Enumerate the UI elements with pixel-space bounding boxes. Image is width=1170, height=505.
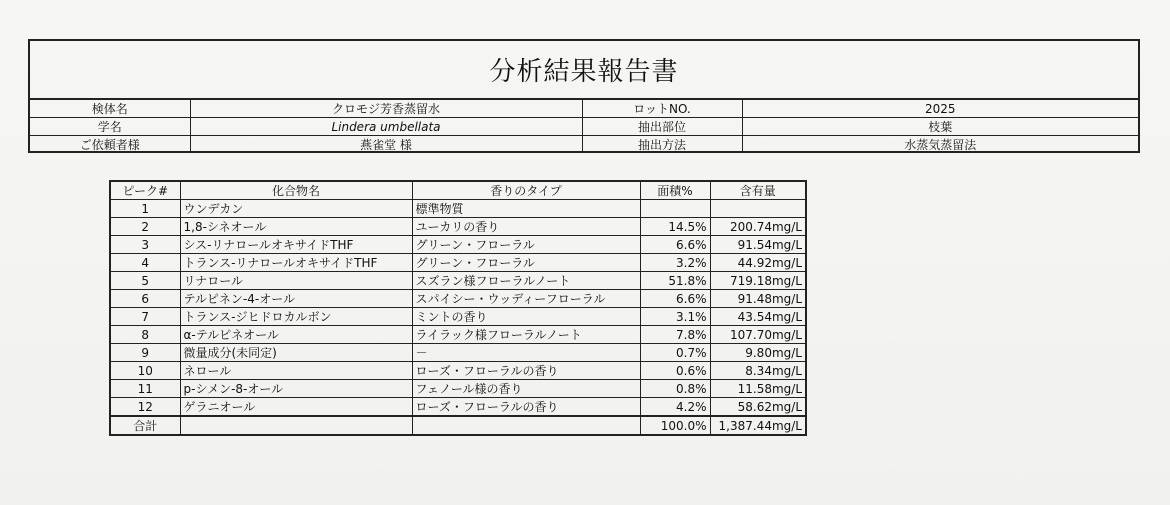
table-row [110, 236, 806, 254]
area-percent: 6.6% [640, 236, 710, 254]
compound-name: ゲラニオール [180, 398, 412, 417]
area-percent: 3.1% [640, 308, 710, 326]
aroma-type: ユーカリの香り [412, 218, 640, 236]
content-amount: 91.48mg/L [710, 290, 806, 308]
area-percent [640, 200, 710, 218]
content-amount: 91.54mg/L [710, 236, 806, 254]
table-row [110, 344, 806, 362]
client-label: ご依頼者様 [30, 136, 190, 154]
area-percent: 51.8% [640, 272, 710, 290]
aroma-type: ローズ・フローラルの香り [412, 398, 640, 417]
info-row [30, 118, 1138, 136]
peak-number: 1 [110, 200, 180, 218]
extraction-part-label: 抽出部位 [582, 118, 742, 136]
content-amount: 44.92mg/L [710, 254, 806, 272]
table-row [110, 398, 806, 417]
aroma-type: フェノール様の香り [412, 380, 640, 398]
table-row [110, 326, 806, 344]
compound-header: 化合物名 [180, 181, 412, 200]
area-percent: 0.7% [640, 344, 710, 362]
specimen-value: クロモジ芳香蒸留水 [190, 100, 582, 118]
table-row [110, 218, 806, 236]
total-content-amount: 1,387.44mg/L [710, 416, 806, 435]
compound-name: α-テルピネオール [180, 326, 412, 344]
peak-number: 3 [110, 236, 180, 254]
compound-name: ネロール [180, 362, 412, 380]
compound-name: 1,8-シネオール [180, 218, 412, 236]
total-type [412, 416, 640, 435]
specimen-label: 検体名 [30, 100, 190, 118]
info-row [30, 100, 1138, 118]
aroma-type: ライラック様フローラルノート [412, 326, 640, 344]
content-amount: 719.18mg/L [710, 272, 806, 290]
area-percent: 0.8% [640, 380, 710, 398]
report-title: 分析結果報告書 [30, 41, 1138, 100]
area-percent-header: 面積% [640, 181, 710, 200]
table-row [110, 290, 806, 308]
peak-number: 4 [110, 254, 180, 272]
compound-name: テルピネン-4-オール [180, 290, 412, 308]
content-amount: 43.54mg/L [710, 308, 806, 326]
client-value: 燕雀堂 様 [190, 136, 582, 154]
extraction-part-value: 枝葉 [742, 118, 1138, 136]
peak-number: 7 [110, 308, 180, 326]
compound-name: 微量成分(未同定) [180, 344, 412, 362]
aroma-type: スパイシー・ウッディーフローラル [412, 290, 640, 308]
aroma-type: グリーン・フローラル [412, 254, 640, 272]
table-row [110, 308, 806, 326]
peak-number: 9 [110, 344, 180, 362]
peak-number: 5 [110, 272, 180, 290]
peak-number: 11 [110, 380, 180, 398]
compound-name: トランス-ジヒドロカルボン [180, 308, 412, 326]
content-amount: 58.62mg/L [710, 398, 806, 417]
content-amount: 9.80mg/L [710, 344, 806, 362]
content-amount: 107.70mg/L [710, 326, 806, 344]
table-row [110, 272, 806, 290]
peak-number: 2 [110, 218, 180, 236]
aroma-type: ミントの香り [412, 308, 640, 326]
aroma-type: － [412, 344, 640, 362]
aroma-type-header: 香りのタイプ [412, 181, 640, 200]
area-percent: 6.6% [640, 290, 710, 308]
peak-header: ピーク# [110, 181, 180, 200]
compound-name: p-シメン-8-オール [180, 380, 412, 398]
peak-number: 10 [110, 362, 180, 380]
area-percent: 0.6% [640, 362, 710, 380]
area-percent: 3.2% [640, 254, 710, 272]
area-percent: 7.8% [640, 326, 710, 344]
compound-name: シス-リナロールオキサイドTHF [180, 236, 412, 254]
aroma-type: 標準物質 [412, 200, 640, 218]
scientific-name-label: 学名 [30, 118, 190, 136]
results-header-row [110, 181, 806, 200]
area-percent: 14.5% [640, 218, 710, 236]
table-row [110, 200, 806, 218]
total-compound [180, 416, 412, 435]
peak-number: 12 [110, 398, 180, 417]
scientific-name-value: Lindera umbellata [190, 118, 582, 136]
content-amount-header: 含有量 [710, 181, 806, 200]
sample-info-table [30, 100, 1138, 153]
results-body [110, 200, 806, 436]
peak-number: 6 [110, 290, 180, 308]
analysis-results-table [109, 180, 807, 436]
total-label: 合計 [110, 416, 180, 435]
compound-name: リナロール [180, 272, 412, 290]
lot-label: ロットNO. [582, 100, 742, 118]
table-row [110, 362, 806, 380]
total-row [110, 416, 806, 435]
extraction-method-label: 抽出方法 [582, 136, 742, 154]
lot-value: 2025 [742, 100, 1138, 118]
compound-name: トランス-リナロールオキサイドTHF [180, 254, 412, 272]
aroma-type: ローズ・フローラルの香り [412, 362, 640, 380]
extraction-method-value: 水蒸気蒸留法 [742, 136, 1138, 154]
aroma-type: グリーン・フローラル [412, 236, 640, 254]
aroma-type: スズラン様フローラルノート [412, 272, 640, 290]
content-amount: 200.74mg/L [710, 218, 806, 236]
info-row [30, 136, 1138, 154]
total-area-percent: 100.0% [640, 416, 710, 435]
content-amount: 11.58mg/L [710, 380, 806, 398]
content-amount [710, 200, 806, 218]
table-row [110, 380, 806, 398]
peak-number: 8 [110, 326, 180, 344]
compound-name: ウンデカン [180, 200, 412, 218]
table-row [110, 254, 806, 272]
area-percent: 4.2% [640, 398, 710, 417]
content-amount: 8.34mg/L [710, 362, 806, 380]
report-header [28, 39, 1140, 153]
